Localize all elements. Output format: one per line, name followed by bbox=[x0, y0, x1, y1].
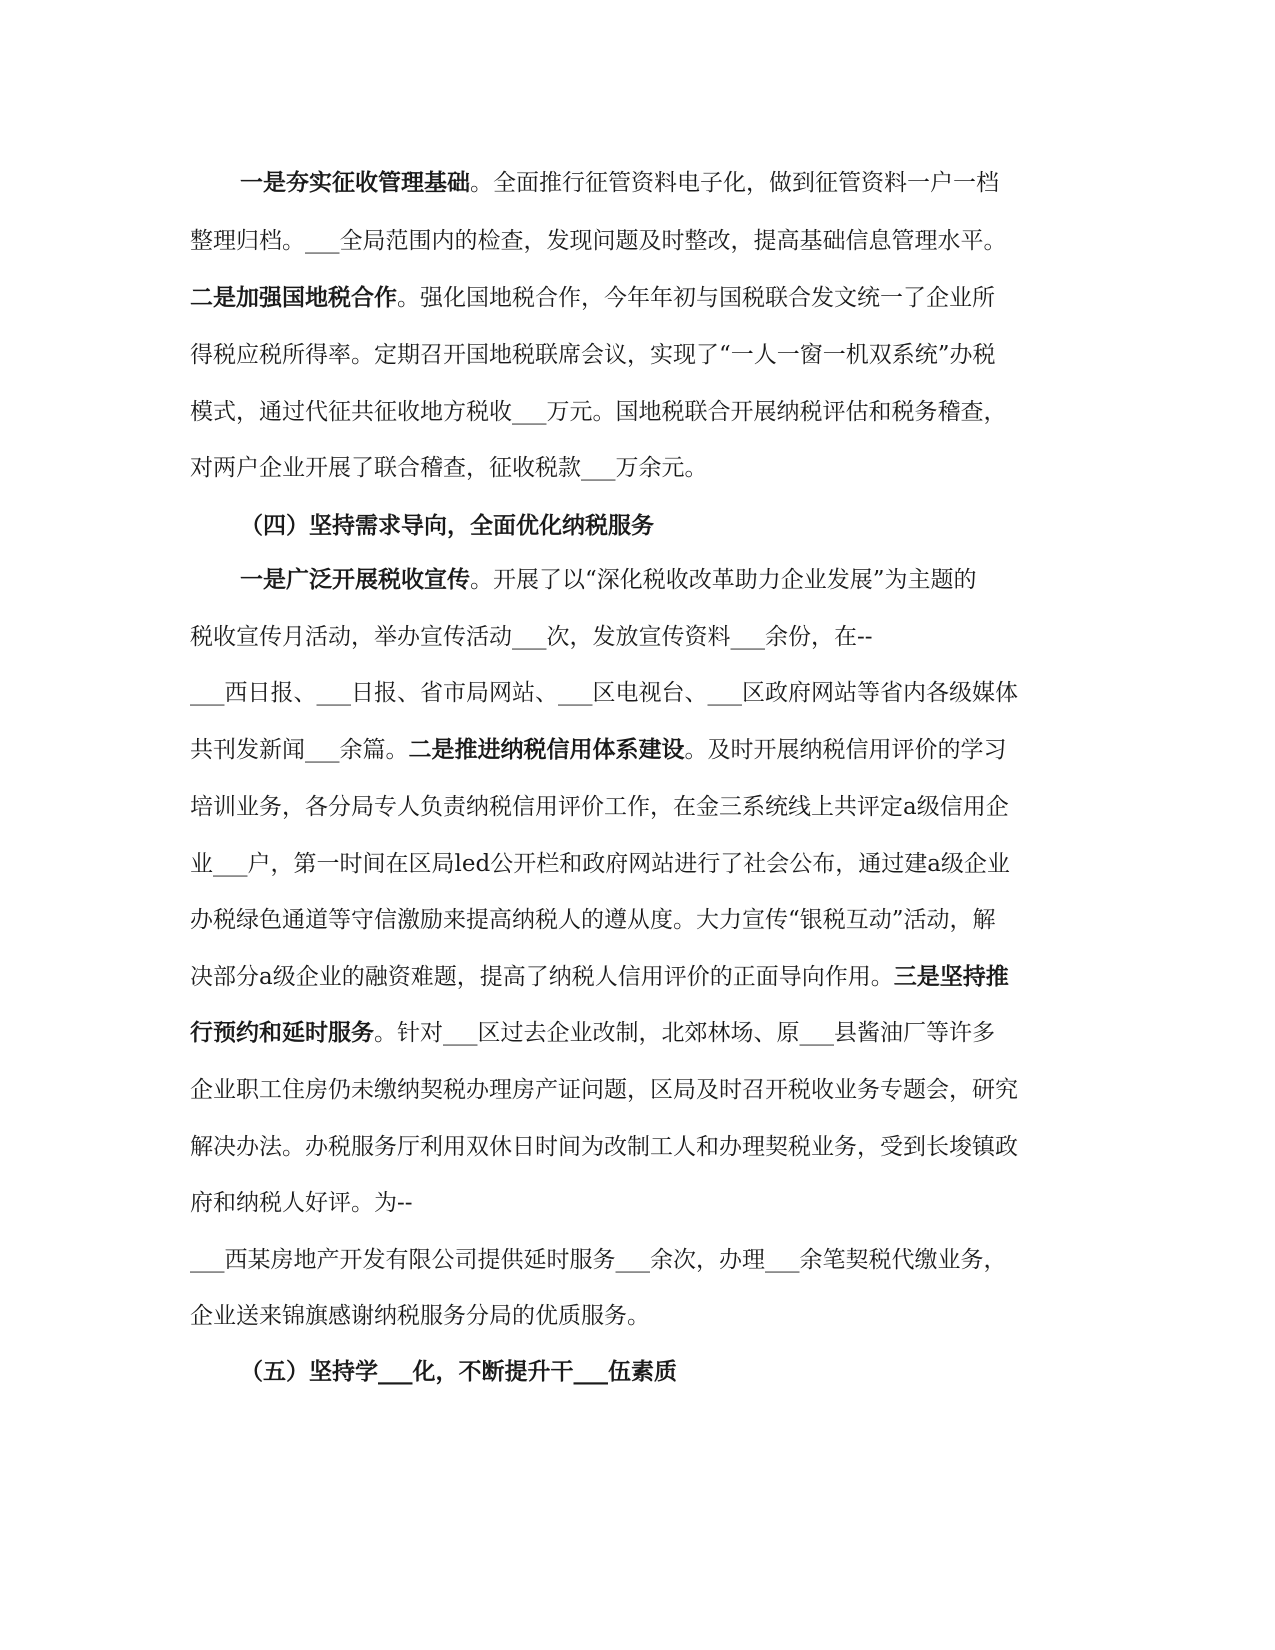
paragraph-line: ___西某房地产开发有限公司提供延时服务___余次，办理___余笔契税代缴业务， bbox=[190, 1247, 1007, 1273]
text-span: 。全面推行征管资料电子化，做到征管资料一户一档 bbox=[470, 170, 999, 196]
paragraph-line bbox=[240, 565, 977, 595]
paragraph-line: ___西日报、___日报、省市局网站、___区电视台、___区政府网站等省内各级媒体 bbox=[190, 680, 1018, 706]
paragraph-line: 模式，通过代征共征收地方税收___万元。国地税联合开展纳税评估和税务稽查， bbox=[190, 399, 1007, 425]
text-span: 。及时开展纳税信用评价的学习 bbox=[684, 737, 1007, 763]
paragraph-line: 府和纳税人好评。为-- bbox=[190, 1190, 413, 1216]
paragraph-line: 企业送来锦旗感谢纳税服务分局的优质服务。 bbox=[190, 1303, 650, 1329]
text-span: 。针对___区过去企业改制，北郊林场、原___县酱油厂等许多 bbox=[374, 1020, 995, 1046]
bold-phrase: 一是夯实征收管理基础 bbox=[240, 169, 470, 196]
paragraph-line: 解决办法。办税服务厅利用双休日时间为改制工人和办理契税业务，受到长埈镇政 bbox=[190, 1134, 1018, 1160]
bold-phrase: 二是加强国地税合作 bbox=[190, 284, 397, 311]
paragraph-line: 对两户企业开展了联合稽查，征收税款___万余元。 bbox=[190, 455, 708, 481]
paragraph-line bbox=[240, 168, 999, 198]
text-span: 决部分a级企业的融资难题，提高了纳税人信用评价的正面导向作用。 bbox=[190, 964, 894, 990]
paragraph-line: 业___户，第一时间在区局led公开栏和政府网站进行了社会公布，通过建a级企业 bbox=[190, 851, 1010, 877]
bold-phrase: 二是推进纳税信用体系建设 bbox=[408, 736, 685, 763]
bold-phrase: 三是坚持推 bbox=[893, 963, 1009, 990]
text-span: 。开展了以“深化税收改革助力企业发展”为主题的 bbox=[470, 567, 977, 593]
paragraph-line bbox=[190, 283, 995, 313]
paragraph-line: 整理归档。___全局范围内的检查，发现问题及时整改，提高基础信息管理水平。 bbox=[190, 228, 1007, 254]
text-span: 。强化国地税合作，今年年初与国税联合发文统一了企业所 bbox=[397, 285, 995, 311]
paragraph-line: 税收宣传月活动，举办宣传活动___次，发放宣传资料___余份，在-- bbox=[190, 624, 873, 650]
bold-phrase: 一是广泛开展税收宣传 bbox=[240, 566, 470, 593]
paragraph-line: 企业职工住房仍未缴纳契税办理房产证问题，区局及时召开税收业务专题会，研究 bbox=[190, 1077, 1018, 1103]
paragraph-line: 培训业务，各分局专人负责纳税信用评价工作，在金三系统线上共评定a级信用企 bbox=[190, 794, 1009, 820]
section-heading: （四）坚持需求导向，全面优化纳税服务 bbox=[240, 512, 654, 539]
paragraph-line: 得税应税所得率。定期召开国地税联席会议，实现了“一人一窗一机双系统”办税 bbox=[190, 342, 996, 368]
section-heading: （五）坚持学___化，不断提升干___伍素质 bbox=[240, 1358, 677, 1385]
paragraph-line bbox=[190, 962, 1009, 992]
paragraph-line bbox=[190, 1018, 995, 1048]
paragraph-line bbox=[190, 735, 1007, 765]
text-span: 共刊发新闻___余篇。 bbox=[190, 737, 409, 763]
paragraph-line: 办税绿色通道等守信激励来提高纳税人的遵从度。大力宣传“银税互动”活动，解 bbox=[190, 907, 996, 933]
bold-phrase: 行预约和延时服务 bbox=[190, 1019, 374, 1046]
